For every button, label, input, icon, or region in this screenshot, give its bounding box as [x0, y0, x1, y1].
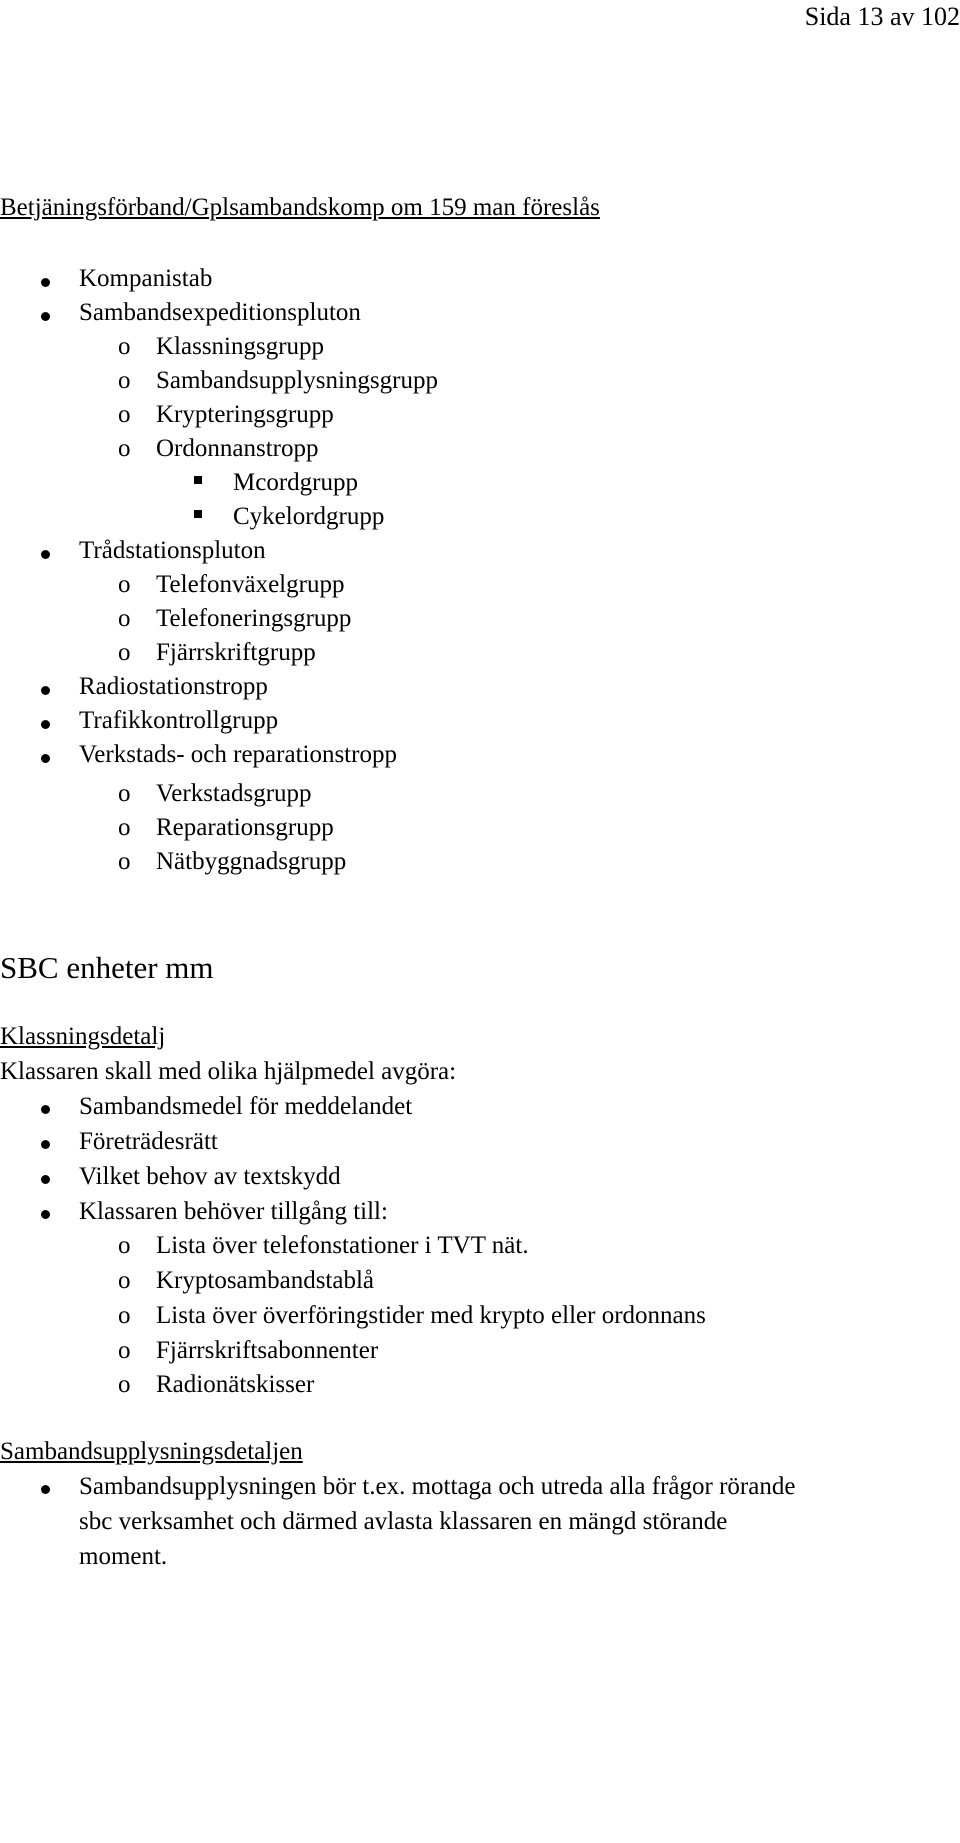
bullet-circle: o: [118, 367, 131, 394]
list-item: Trafikkontrollgrupp: [79, 707, 279, 734]
bullet-dot: [41, 754, 50, 763]
list-item: Fjärrskriftsabonnenter: [156, 1337, 379, 1364]
list-item: Lista över överföringstider med krypto eller ordonnans: [156, 1302, 706, 1329]
bullet-dot: [41, 1140, 50, 1149]
section-heading-sambandsupplysningsdetaljen: Sambandsupplysningsdetaljen: [0, 1438, 303, 1465]
list-item: Verkstads- och reparationstropp: [79, 741, 397, 768]
list-item: Radionätskisser: [156, 1371, 315, 1398]
bullet-circle: o: [118, 639, 131, 666]
bullet-dot: [41, 312, 50, 321]
list-item: Sambandsexpeditionspluton: [79, 299, 361, 326]
subheading-klassningsdetalj: Klassningsdetalj: [0, 1023, 166, 1050]
list-item: Sambandsmedel för meddelandet: [79, 1093, 413, 1120]
list-item: Ordonnanstropp: [156, 435, 319, 462]
section-heading-betjaningsforband: Betjäningsförband/Gplsambandskomp om 159 man föreslås: [0, 194, 600, 221]
list-item: Kompanistab: [79, 265, 213, 292]
list-item: Nätbyggnadsgrupp: [156, 848, 347, 875]
list-item: Sambandsupplysningsgrupp: [156, 367, 438, 394]
bullet-circle: o: [118, 605, 131, 632]
list-item: Reparationsgrupp: [156, 814, 334, 841]
list-item: Cykelordgrupp: [233, 503, 385, 530]
bullet-circle: o: [118, 1267, 131, 1294]
section-heading-sbc: SBC enheter mm: [0, 950, 214, 985]
bullet-circle: o: [118, 435, 131, 462]
bullet-dot: [41, 686, 50, 695]
bullet-dot: [41, 720, 50, 729]
list-item: Trådstationspluton: [79, 537, 266, 564]
list-item: Klassningsgrupp: [156, 333, 325, 360]
bullet-circle: o: [118, 848, 131, 875]
list-item: Kryptosambandstablå: [156, 1267, 375, 1294]
paragraph-line: moment.: [79, 1543, 168, 1570]
bullet-circle: o: [118, 1371, 131, 1398]
bullet-dot: [41, 550, 50, 559]
bullet-circle: o: [118, 571, 131, 598]
list-item: Verkstadsgrupp: [156, 780, 312, 807]
list-item: Vilket behov av textskydd: [79, 1163, 341, 1190]
bullet-circle: o: [118, 814, 131, 841]
bullet-square: [194, 510, 202, 518]
paragraph-line: Sambandsupplysningen bör t.ex. mottaga och utreda alla frågor rörande: [79, 1473, 796, 1500]
list-item: Telefoneringsgrupp: [156, 605, 352, 632]
bullet-circle: o: [118, 1232, 131, 1259]
bullet-circle: o: [118, 1302, 131, 1329]
bullet-circle: o: [118, 333, 131, 360]
list-item: Lista över telefonstationer i TVT nät.: [156, 1232, 529, 1259]
bullet-dot: [41, 1210, 50, 1219]
list-item: Klassaren behöver tillgång till:: [79, 1198, 388, 1225]
list-item: Fjärrskriftgrupp: [156, 639, 316, 666]
list-item: Mcordgrupp: [233, 469, 358, 496]
bullet-dot: [41, 278, 50, 287]
bullet-circle: o: [118, 401, 131, 428]
bullet-square: [194, 476, 202, 484]
list-item: Krypteringsgrupp: [156, 401, 334, 428]
bullet-dot: [41, 1105, 50, 1114]
bullet-circle: o: [118, 780, 131, 807]
bullet-dot: [41, 1175, 50, 1184]
intro-text: Klassaren skall med olika hjälpmedel avgöra:: [0, 1058, 457, 1085]
bullet-circle: o: [118, 1337, 131, 1364]
page-number: Sida 13 av 102: [804, 2, 960, 31]
list-item: Radiostationstropp: [79, 673, 268, 700]
paragraph-line: sbc verksamhet och därmed avlasta klassaren en mängd störande: [79, 1508, 728, 1535]
list-item: Företrädesrätt: [79, 1128, 218, 1155]
bullet-dot: [41, 1485, 50, 1494]
list-item: Telefonväxelgrupp: [156, 571, 345, 598]
